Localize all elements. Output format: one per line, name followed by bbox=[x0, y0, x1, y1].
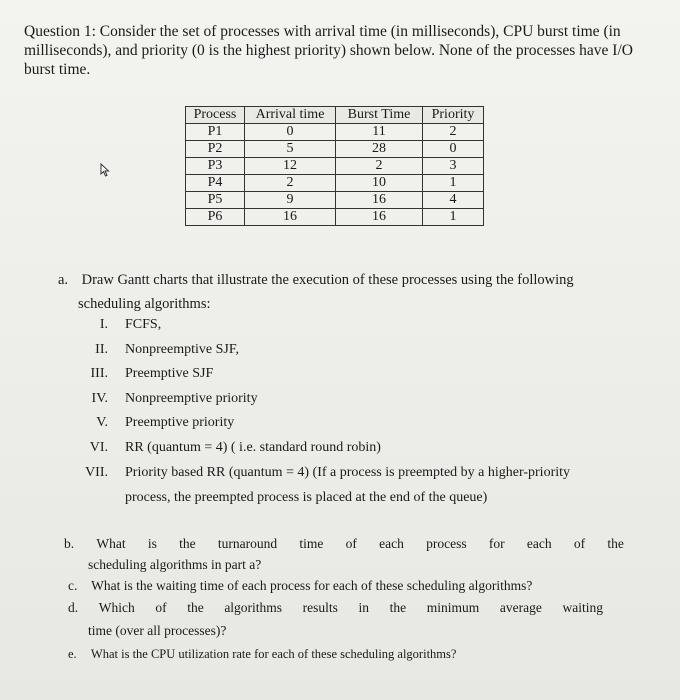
item-text-2: Nonpreemptive SJF, bbox=[125, 342, 239, 357]
part-d-word: of bbox=[155, 600, 167, 615]
part-d-word: algorithms bbox=[224, 600, 283, 615]
header-arrival-time: Arrival time bbox=[245, 107, 336, 124]
cell-burst: 16 bbox=[336, 209, 423, 226]
cell-arrival: 9 bbox=[245, 192, 336, 209]
table-row bbox=[186, 124, 484, 141]
part-e-label: e. bbox=[68, 647, 77, 661]
part-c-label: c. bbox=[68, 578, 78, 593]
cell-priority: 2 bbox=[423, 124, 484, 141]
part-a-line1 bbox=[58, 272, 574, 289]
part-b-word: the bbox=[607, 536, 624, 551]
part-d-word: the bbox=[389, 600, 407, 615]
cell-burst: 28 bbox=[336, 141, 423, 158]
cell-burst: 2 bbox=[336, 158, 423, 175]
part-b-line2: scheduling algorithms in part a? bbox=[88, 557, 262, 572]
cell-process: P2 bbox=[186, 141, 245, 158]
part-b-word: process bbox=[426, 536, 467, 551]
table-row bbox=[186, 175, 484, 192]
cell-burst: 11 bbox=[336, 124, 423, 141]
item-text-7: Priority based RR (quantum = 4) (If a process is preempted by a higher-priority bbox=[125, 465, 571, 480]
cell-burst: 10 bbox=[336, 175, 423, 192]
cell-priority: 4 bbox=[423, 192, 484, 209]
table-header-row bbox=[186, 107, 484, 124]
part-d-word: results bbox=[302, 600, 338, 615]
cell-priority: 1 bbox=[423, 175, 484, 192]
item-text-3: Preemptive SJF bbox=[125, 366, 214, 381]
part-b-word: each bbox=[526, 536, 552, 551]
part-d-word: waiting bbox=[562, 600, 603, 615]
cell-arrival: 12 bbox=[245, 158, 336, 175]
item-text-4: Nonpreemptive priority bbox=[125, 391, 258, 406]
part-b-word: turnaround bbox=[217, 536, 278, 551]
part-d-word: the bbox=[187, 600, 204, 615]
item-num-2: II. bbox=[95, 342, 108, 357]
part-b-word: time bbox=[299, 536, 324, 551]
process-table bbox=[185, 106, 484, 226]
cell-arrival: 0 bbox=[245, 124, 336, 141]
table-row bbox=[186, 192, 484, 209]
part-e-text: What is the CPU utilization rate for each of these scheduling algorithms? bbox=[90, 647, 457, 661]
item-num-6: VI. bbox=[89, 440, 108, 455]
cell-priority: 3 bbox=[423, 158, 484, 175]
table-row bbox=[186, 158, 484, 175]
part-b-word: is bbox=[147, 536, 157, 551]
item-num-5: V. bbox=[96, 415, 108, 430]
part-b-word: What bbox=[96, 536, 126, 551]
cell-process: P6 bbox=[186, 209, 245, 226]
part-e bbox=[68, 647, 456, 662]
item-num-3: III. bbox=[90, 366, 108, 381]
part-a-line2: scheduling algorithms: bbox=[78, 296, 211, 312]
header-burst-time: Burst Time bbox=[336, 107, 423, 124]
part-d-word: average bbox=[499, 600, 542, 615]
part-a-text1: Draw Gantt charts that illustrate the execution of these processes using the following bbox=[81, 272, 574, 288]
part-d-line1 bbox=[68, 600, 603, 616]
item-text-5: Preemptive priority bbox=[125, 415, 235, 430]
part-d-line2: time (over all processes)? bbox=[88, 623, 227, 638]
mouse-pointer-icon bbox=[98, 163, 112, 177]
part-d-word: Which bbox=[98, 600, 135, 615]
cell-priority: 1 bbox=[423, 209, 484, 226]
cell-process: P5 bbox=[186, 192, 245, 209]
part-b-word: of bbox=[345, 536, 357, 551]
part-d-label: d. bbox=[68, 600, 79, 615]
cell-arrival: 16 bbox=[245, 209, 336, 226]
item-text-1: FCFS, bbox=[125, 317, 162, 332]
cell-process: P4 bbox=[186, 175, 245, 192]
part-c bbox=[68, 578, 532, 594]
cell-burst: 16 bbox=[336, 192, 423, 209]
item-text-7-cont: process, the preempted process is placed at the end of the queue) bbox=[125, 490, 488, 505]
cell-process: P1 bbox=[186, 124, 245, 141]
part-b-word: each bbox=[379, 536, 404, 551]
cell-arrival: 2 bbox=[245, 175, 336, 192]
cell-priority: 0 bbox=[423, 141, 484, 158]
part-c-text: What is the waiting time of each process for each of these scheduling algorithms? bbox=[91, 578, 533, 593]
part-b-word: of bbox=[573, 536, 586, 551]
cell-process: P3 bbox=[186, 158, 245, 175]
header-process: Process bbox=[186, 107, 245, 124]
cell-arrival: 5 bbox=[245, 141, 336, 158]
header-priority: Priority bbox=[423, 107, 484, 124]
item-num-4: IV. bbox=[91, 391, 108, 406]
item-num-1: I. bbox=[99, 317, 108, 332]
table-row bbox=[186, 141, 484, 158]
part-d-word: minimum bbox=[426, 600, 480, 615]
table-row bbox=[186, 209, 484, 226]
part-d-word: in bbox=[358, 600, 370, 615]
part-b-label: b. bbox=[64, 536, 75, 551]
part-b-word: for bbox=[488, 536, 505, 551]
part-b-line1 bbox=[64, 536, 624, 552]
item-text-6: RR (quantum = 4) ( i.e. standard round robin) bbox=[125, 440, 381, 455]
part-b-word: the bbox=[179, 536, 196, 551]
item-num-7: VII. bbox=[85, 465, 108, 480]
part-a-label: a. bbox=[58, 272, 69, 288]
question-intro: Question 1: Consider the set of processes with arrival time (in milliseconds), CPU burst time (in milliseconds), and priority (0 is the highest priority) shown below. None of the processes have I/O burst time. bbox=[24, 23, 633, 78]
